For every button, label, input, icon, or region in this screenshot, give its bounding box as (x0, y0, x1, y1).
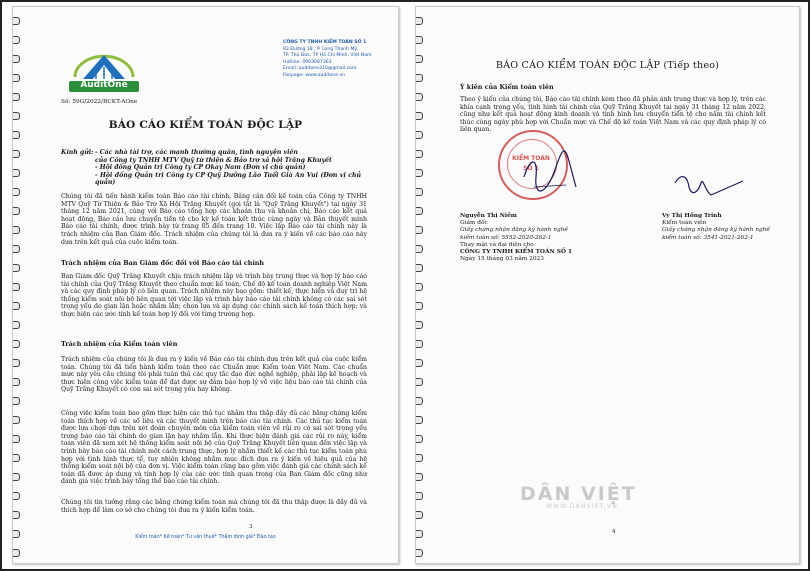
company-contact-block (283, 40, 372, 80)
left-signer-name: Nguyễn Thị Niềm (460, 213, 517, 219)
company-address-2: TP. Thủ Đức, TP Hồ Chí Minh, Việt Nam (283, 53, 372, 59)
signature-nguyen-thi-niem (516, 147, 586, 207)
binding-ring (12, 378, 20, 386)
auditor-responsibility-body-2: Công việc kiểm toán bao gồm thực hiện các thủ tục nhằm thu thập đầy đủ các bằng chứng kiểm toán thích hợp về các số liệu và các thuyết minh trên báo cáo tài chính. Các thủ tục kiểm toán được lựa chọn dựa trên xét đoán chuyên môn của kiểm toán viên về rủi ro có sai sót trọng yếu trong báo cáo tài chính do gian lận hay nhầm lẫn. Khi thực hiện đánh giá các rủi ro này, kiểm toán viên đã xem xét hệ thống kiểm soát nội bộ của Quỹ Trăng Khuyết liên quan đến việc lập và trình bày báo cáo tài chính một cách trung thực, hợp lý nhằm thiết kế các thủ tục kiểm toán phù hợp với tình hình thực tế, tuy nhiên không nhằm mục đích đưa ra ý kiến về hiệu quả của hệ thống kiểm soát nội bộ của đơn vị. Việc kiểm toán cũng bao gồm việc đánh giá các chính sách kế toán đã được áp dụng và tính hợp lý của các ước tính quan trọng của Ban Giám đốc cũng như đánh giá việc trình bày tổng thể báo cáo tài chính. (61, 410, 367, 486)
binding-ring (415, 93, 423, 101)
binding-ring (12, 93, 20, 101)
binding-ring (415, 74, 423, 82)
binding-ring (415, 321, 423, 329)
binding-ring (415, 150, 423, 158)
binding-ring (415, 188, 423, 196)
binding-ring (12, 131, 20, 139)
binding-ring (415, 473, 423, 481)
left-signer-role: Giám đốc (460, 220, 488, 227)
binding-ring (415, 378, 423, 386)
binding-ring (12, 454, 20, 462)
binding-ring (12, 435, 20, 443)
binding-ring (12, 473, 20, 481)
binding-ring (12, 207, 20, 215)
binding-spiral (415, 7, 424, 563)
binding-ring (12, 511, 20, 519)
recipient-line-1: - Các nhà tài trợ, các mạnh thường quân, tình nguyện viên (95, 149, 298, 156)
recipient-line-4: - Hội đồng Quản trị Công ty CP Quỹ Dưỡng Lão Tuổi Già An Vui (Đơn vị chủ quản) (95, 171, 361, 187)
auditone-logo (65, 47, 143, 95)
right-signer-cert-label: Giấy chứng nhận đăng ký hành nghề (662, 227, 770, 234)
binding-ring (415, 226, 423, 234)
binding-ring (415, 435, 423, 443)
binding-ring (12, 188, 20, 196)
right-signer-block (662, 213, 770, 242)
binding-ring (415, 36, 423, 44)
report-date: Ngày 15 tháng 03 năm 2023 (460, 256, 544, 263)
document-number: Số: 59G/2022/BCKT-AOne (61, 99, 138, 105)
binding-ring (12, 264, 20, 272)
page-3 (12, 6, 399, 564)
intro-paragraph: Chúng tôi đã tiến hành kiểm toán Báo cáo tài chính, Bảng cân đối kế toán của Công ty TNHH MTV Quỹ Từ Thiện & Bảo Trợ Xã Hội Trăng Khuyết (gọi tắt là "Quỹ Trăng Khuyết") tại ngày 31 tháng 12 năm 2021, cùng với Báo cáo tổng hợp các khoản thu và khoản chi, Báo cáo kết quả hoạt động, Báo cáo lưu chuyển tiền tệ cho kỳ kế toán kết thúc cùng ngày và Bản thuyết minh Báo cáo tài chính, được trình bày từ trang 05 đến trang 10. Việc lập Báo cáo tài chính này là trách nhiệm của Ban Giám đốc. Trách nhiệm của chúng tôi là đưa ra ý kiến về các báo cáo này dựa trên kết quả của cuộc kiểm toán. (61, 193, 367, 246)
logo-text: AuditOne (80, 80, 128, 90)
binding-ring (415, 169, 423, 177)
binding-ring (12, 321, 20, 329)
binding-ring (415, 397, 423, 405)
binding-ring (415, 359, 423, 367)
page-footer-services: Kiểm toán* Kế toán* Tư vấn thuế* Thẩm định giá* Đào tạo (135, 535, 276, 540)
right-signer-name: Vy Thị Hồng Trinh (662, 213, 722, 219)
binding-ring (12, 302, 20, 310)
company-address-1: 93 Đường 18 , P. Long Thạnh Mỹ, (283, 46, 359, 52)
binding-ring (415, 511, 423, 519)
signature-vy-thi-hong-trinh (671, 165, 746, 205)
binding-ring (12, 36, 20, 44)
binding-ring (415, 454, 423, 462)
binding-ring (415, 264, 423, 272)
management-responsibility-body: Ban Giám đốc Quỹ Trăng Khuyết chịu trách nhiệm lập và trình bày trung thực và hợp lý báo cáo tài chính của Quỹ Trăng Khuyết theo chuẩn mực kế toán, Chế độ kế toán doanh nghiệp Việt Nam và các quy định pháp lý có liên quan. Trách nhiệm này bao gồm: thiết kế, thực hiện và duy trì hệ thống kiểm soát nội bộ liên quan tới việc lập và trình bày báo cáo tài chính không có các sai sót trọng yếu do gian lận hoặc nhầm lẫn; chọn lựa và áp dụng các chính sách kế toán thích hợp; và thực hiện các ước tính kế toán hợp lý đối với từng trường hợp. (61, 273, 367, 318)
binding-ring (415, 416, 423, 424)
binding-ring (415, 207, 423, 215)
recipients-block (61, 149, 361, 187)
page-number-3: 3 (249, 524, 253, 530)
report-title: BÁO CÁO KIỂM TOÁN ĐỘC LẬP (108, 119, 303, 131)
auditor-responsibility-body-1: Trách nhiệm của chúng tôi là đưa ra ý kiến về Báo cáo tài chính dựa trên kết quả của cuộc kiểm toán. Chúng tôi đã tiến hành kiểm toán theo các Chuẩn mực Kiểm toán Việt Nam. Các chuẩn mực này yêu cầu chúng tôi phải tuân thủ các quy tắc đạo đức nghề nghiệp, phải lập kế hoạch và thực hiện công việc kiểm toán để đạt được sự đảm bảo hợp lý về việc liệu báo cáo tài chính của Quỹ Trăng Khuyết có còn sai sót trọng yếu hay không. (61, 356, 367, 394)
binding-ring (415, 302, 423, 310)
binding-ring (12, 492, 20, 500)
svg-text:KIỂM TOÁN: KIỂM TOÁN (512, 155, 550, 162)
binding-ring (12, 150, 20, 158)
report-title-continued: BÁO CÁO KIỂM TOÁN ĐỘC LẬP (Tiếp theo) (495, 60, 720, 71)
auditor-opinion-heading: Ý kiến của Kiểm toán viên (460, 83, 554, 91)
binding-ring (415, 340, 423, 348)
binding-ring (12, 169, 20, 177)
binding-ring (415, 283, 423, 291)
page-number-4: 4 (612, 529, 616, 535)
company-hotline: Hotline: 0903087363 (283, 59, 332, 65)
binding-ring (415, 549, 423, 557)
company-email: Email: auditone310@gmail.com (283, 66, 357, 72)
binding-ring (415, 530, 423, 538)
binding-ring (12, 17, 20, 25)
binding-spiral (12, 7, 21, 563)
watermark-sub-text: WWW.DANVIET.VN (546, 503, 619, 510)
page-4 (415, 6, 800, 564)
binding-ring (12, 74, 20, 82)
on-behalf-label: Thay mặt và đại diện cho (460, 241, 534, 248)
watermark-main-text: DÂN VIỆT (520, 483, 637, 505)
on-behalf-company: CÔNG TY TNHH KIỂM TOÁN SỐ 1 (460, 249, 573, 256)
binding-ring (415, 245, 423, 253)
left-signer-block (460, 213, 572, 263)
recipient-line-2: của Công ty TNHH MTV Quỹ từ thiện & Bảo trợ xã hội Trăng Khuyết (95, 156, 332, 164)
management-responsibility-heading: Trách nhiệm của Ban Giám đốc đối với Báo cáo tài chính (61, 259, 265, 267)
binding-ring (12, 283, 20, 291)
left-signer-cert-label: Giấy chứng nhận đăng ký hành nghề (460, 227, 568, 234)
auditor-responsibility-body-3: Chúng tôi tin tưởng rằng các bằng chứng kiểm toán mà chúng tôi đã thu thập được là đầy đủ và thích hợp để làm cơ sở cho chúng tôi đưa ra ý kiến kiểm toán. (61, 499, 367, 514)
binding-ring (12, 549, 20, 557)
auditor-opinion-body: Theo ý kiến của chúng tôi, Báo cáo tài chính kèm theo đã phản ánh trung thực và hợp lý, trên các khía cạnh trọng yếu, tình hình tài chính của Quỹ Trăng Khuyết tại ngày 31 tháng 12 năm 2022, cũng như kết quả hoạt động kinh doanh và tình hình lưu chuyển tiền tệ cho năm tài chính kết thúc cùng ngày phù hợp với Chuẩn mực và Chế độ kế toán Việt Nam và các quy định pháp lý có liên quan. (460, 96, 766, 134)
left-signer-cert-no: kiểm toán số: 5552-2020-262-1 (460, 234, 552, 241)
right-signer-role: Kiểm toán viên (662, 220, 707, 227)
auditor-responsibility-heading: Trách nhiệm của Kiểm toán viên (61, 340, 178, 348)
binding-ring (415, 131, 423, 139)
binding-ring (12, 359, 20, 367)
right-signer-cert-no: kiểm toán số: 3541-2021-262-1 (662, 234, 754, 241)
svg-text:SỐ 1: SỐ 1 (523, 165, 539, 172)
binding-ring (415, 112, 423, 120)
binding-ring (12, 416, 20, 424)
binding-ring (12, 55, 20, 63)
binding-ring (12, 397, 20, 405)
kinh-gui-label: Kính gửi: (61, 149, 94, 156)
binding-ring (12, 226, 20, 234)
binding-ring (415, 17, 423, 25)
binding-ring (415, 492, 423, 500)
recipient-line-3: - Hội đồng Quản trị Công ty CP Okay Nam (Đơn vị chủ quản) (95, 164, 306, 172)
danviet-watermark (520, 483, 637, 510)
binding-ring (12, 245, 20, 253)
company-fanpage: Fanpage: www.auditone.vn (283, 72, 346, 78)
binding-ring (12, 340, 20, 348)
company-name: CÔNG TY TNHH KIỂM TOÁN SỐ 1 (283, 40, 367, 45)
